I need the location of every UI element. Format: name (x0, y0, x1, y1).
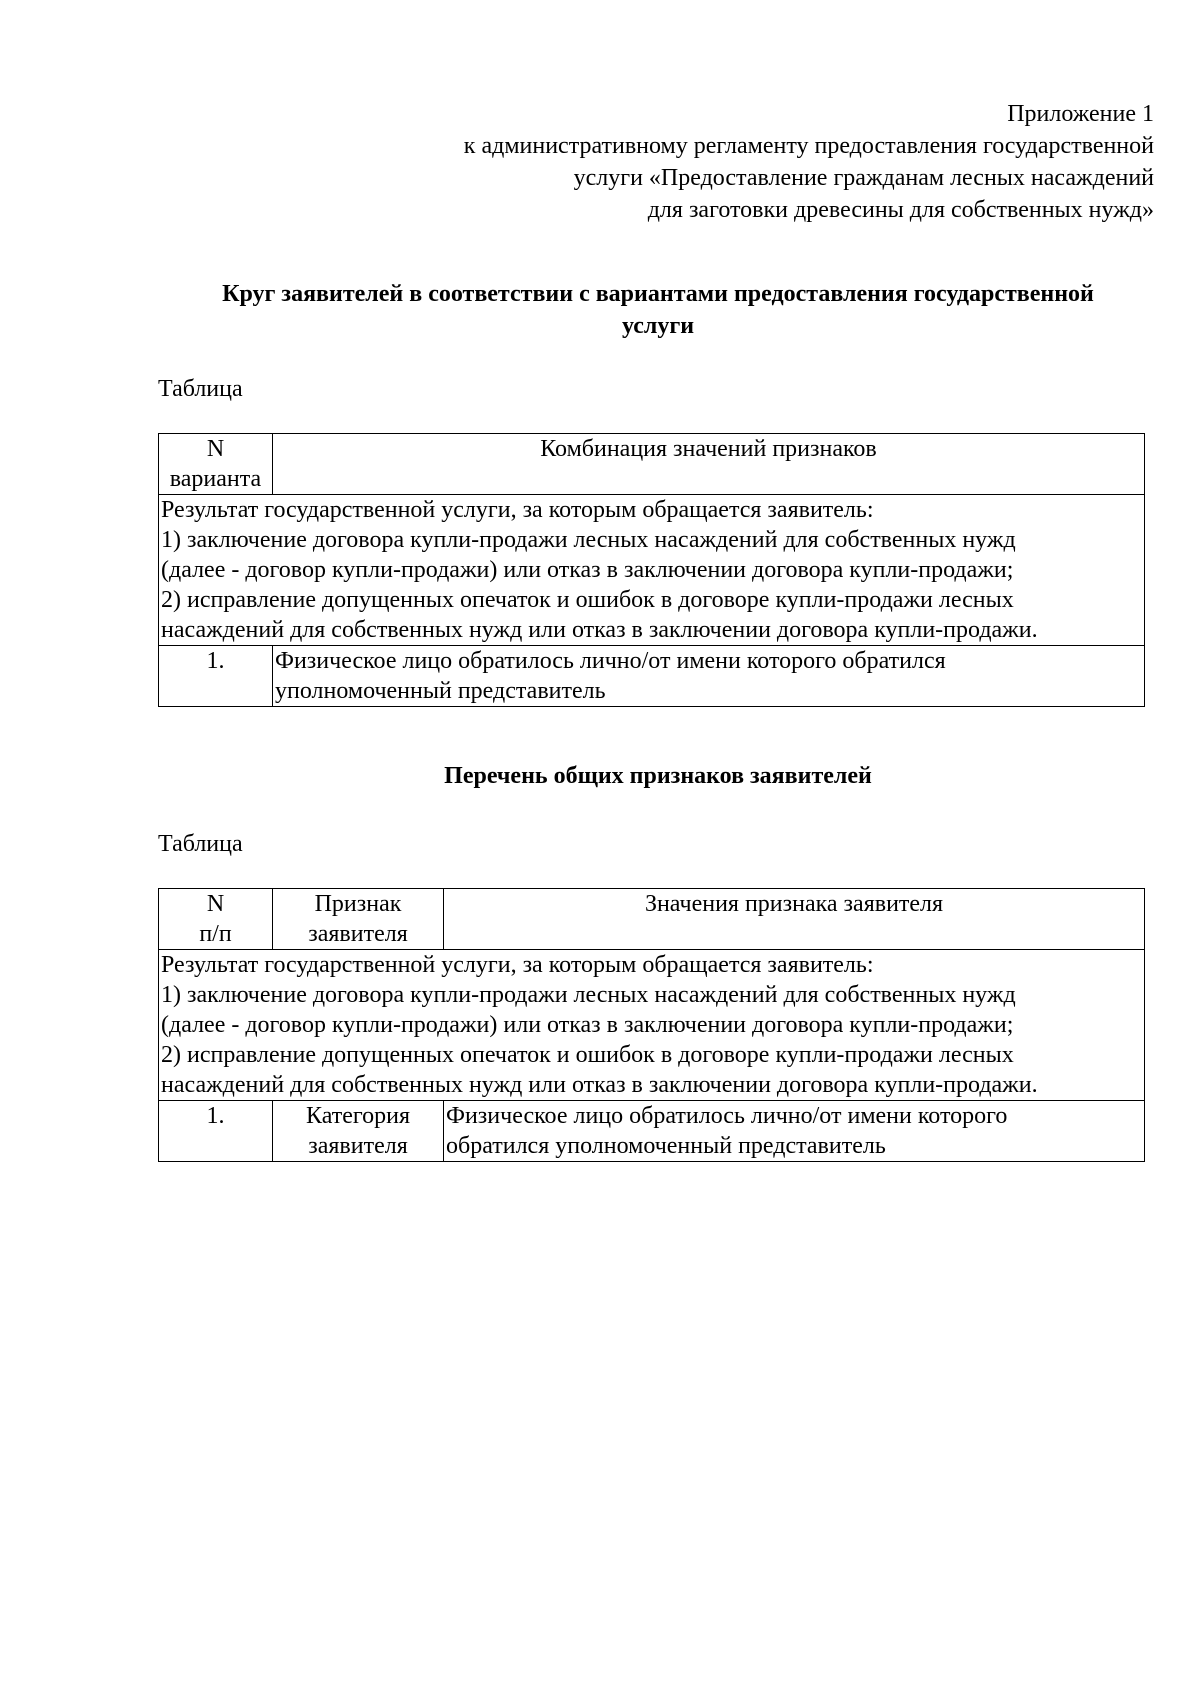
row-text-line: Физическое лицо обратилось лично/от имени которого обратился (275, 648, 946, 674)
row-number-cell: 1. (159, 646, 273, 707)
result-line: 1) заключение договора купли-продажи лесных насаждений для собственных нужд (161, 527, 1016, 553)
header-cell-attribute (273, 889, 444, 950)
annex-line: для заготовки древесины для собственных нужд» (647, 197, 1154, 223)
table-row (159, 950, 1145, 1101)
header-text: Признак (314, 891, 402, 917)
section2-caption: Таблица (158, 831, 243, 857)
section1-title-line: Круг заявителей в соответствии с вариантами предоставления государственной (222, 281, 1094, 307)
result-line: 2) исправление допущенных опечаток и ошибок в договоре купли-продажи лесных (161, 587, 1014, 613)
result-line: насаждений для собственных нужд или отказ в заключении договора купли-продажи. (161, 1072, 1038, 1098)
table-row (159, 495, 1145, 646)
annex-header (334, 98, 1154, 226)
header-cell-variant-number (159, 434, 273, 495)
header-cell-values: Значения признака заявителя (444, 889, 1145, 950)
result-line: 2) исправление допущенных опечаток и ошибок в договоре купли-продажи лесных (161, 1042, 1014, 1068)
row-attribute-line: заявителя (308, 1133, 408, 1159)
header-text: п/п (199, 921, 232, 947)
section2-title-line: Перечень общих признаков заявителей (444, 763, 872, 789)
row-number-cell: 1. (159, 1101, 273, 1162)
row-text-cell (273, 646, 1145, 707)
result-line: насаждений для собственных нужд или отказ в заключении договора купли-продажи. (161, 617, 1038, 643)
result-cell (159, 495, 1145, 646)
result-line: (далее - договор купли-продажи) или отказ в заключении договора купли-продажи; (161, 557, 1014, 583)
result-line: Результат государственной услуги, за которым обращается заявитель: (161, 497, 874, 523)
row-value-line: Физическое лицо обратилось лично/от имени которого (446, 1103, 1008, 1129)
section1-caption: Таблица (158, 376, 243, 402)
attributes-table (158, 888, 1145, 1162)
row-value-line: обратился уполномоченный представитель (446, 1133, 886, 1159)
table-row (159, 1101, 1145, 1162)
result-cell (159, 950, 1145, 1101)
header-cell-number (159, 889, 273, 950)
annex-line: Приложение 1 (1007, 101, 1154, 127)
variants-table (158, 433, 1145, 707)
section1-title-line: услуги (621, 313, 695, 339)
section2-title (158, 760, 1158, 792)
header-text: N (206, 891, 225, 917)
table-header-row (159, 434, 1145, 495)
result-line: (далее - договор купли-продажи) или отказ в заключении договора купли-продажи; (161, 1012, 1014, 1038)
row-text-line: уполномоченный представитель (275, 678, 606, 704)
section1-title (158, 278, 1158, 342)
result-line: 1) заключение договора купли-продажи лесных насаждений для собственных нужд (161, 982, 1016, 1008)
result-line: Результат государственной услуги, за которым обращается заявитель: (161, 952, 874, 978)
header-text: N (206, 436, 225, 462)
row-attribute-line: Категория (306, 1103, 410, 1129)
table-header-row (159, 889, 1145, 950)
header-text: заявителя (308, 921, 408, 947)
annex-line: к административному регламенту предоставления государственной (463, 133, 1154, 159)
header-cell-combination: Комбинация значений признаков (273, 434, 1145, 495)
annex-line: услуги «Предоставление гражданам лесных насаждений (573, 165, 1154, 191)
table-row (159, 646, 1145, 707)
row-value-cell (444, 1101, 1145, 1162)
row-attribute-cell (273, 1101, 444, 1162)
header-text: варианта (169, 466, 262, 492)
